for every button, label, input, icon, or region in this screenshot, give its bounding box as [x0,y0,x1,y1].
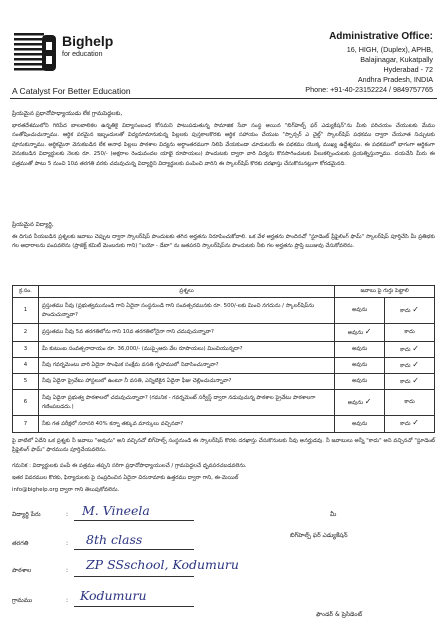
answer-yes: అవును [335,358,385,374]
school-line [74,576,194,577]
question-text: నీవు గవర్నమెంటు వారి ఏదైనా సాంఘిక సంక్షేమ వసతి గృహములో నివాసించున్నావా? [38,358,334,374]
answer-no: కాదు [385,390,435,416]
answer-no [385,358,435,374]
answer-no [385,374,435,390]
intro-paragraph: భారతదేశములోని గిరిపేద బాలబాలికల ఉన్నతికై విద్యాసంబంధ కోసమని పాటుపడుతున్న సామాజిక సేవా సంస్థ అయిన "బిగ్‌హెల్ప్ ఫర్ ఎడ్యుకేషన్"ను మీకు పరిచయం చేయుటకు మేము సంతోషించుచున్నాము. ఆర్థిక పరమైన ఇబ్బందులతో విద్యనూమానుకున్న పిల్లలకు పుస్తకాలకొరకు ఆర్థిక సహాయం చేయుట "స్పాన్సర్ ఎ చైల్డ్" స్కాలర్‌షిప్ పథకము ద్వారా చేయూత నిచ్చుటకు పూనుకున్నాము. ఆర్థికమైనా వెనుకబడిన లేక అనాధ పిల్లలు పాఠశాల విద్యను అర్ధాంతరముగా నిలిపి వేయకుండా చూడుటయే ఈ పథకము యొక్క ముఖ్య ఉద్దేశ్యము. ఈ పథకములో భాగంగా ఆర్థికంగా వెనుకబడిన విద్యార్థులకు నెలకు రూ. 250/- (అక్షరాల రెండువందల యాభై రూపాయలు) పొందుటకు ద్వారా వారి విద్యను కొనసాగించుటకు వీలుకల్పించుటకు ప్రయత్నిస్తున్నాము. దయచేసి మీరు ఈ పత్రముతో పాటు 5 నుంచి 10వ తరగతి వరకు చదువుచున్న విద్యార్థిని విద్యార్థులకు పంపించి వారిని ఈ స్కాలర్‌షిప్ కొరకు దరఖాస్తు చేసుకొనునట్లుగా కోరడమైనది. [12,123,435,167]
tick-mark-icon: ✓ [412,343,419,353]
student-name-value: M. Vineela [82,503,150,518]
table-row [13,416,435,433]
question-text: నీకు గత పరీక్షలో సరాసరి 40% కన్నా తక్కువ మార్కులు వచ్చినవా? [38,416,334,433]
class-value: 8th class [86,532,143,547]
tick-mark-icon: ✓ [412,375,419,385]
answer-no [385,416,435,433]
office-line: Andhra Pradesh, INDIA [357,75,433,84]
table-row [13,324,435,342]
row-number: 6 [13,390,39,416]
village-label: గ్రామము [12,597,33,604]
row-number: 1 [13,298,39,324]
answer-yes [335,324,385,342]
answer-yes: అవును [335,342,385,358]
office-phone: Phone: +91-40-23152224 / 9849757765 [305,85,433,94]
colon: : [66,597,69,604]
tick-mark-icon: ✓ [412,418,419,428]
col-header-serial: క్ర.సం. [13,286,39,298]
question-text: మీ కుటుంబ సంవత్సరాదాయం రూ. 36,000/- (ముప్పైఆరు వేల రూపాయలు) మించియున్నదా? [38,342,334,358]
table-row [13,342,435,358]
tick-mark-icon: ✓ [412,304,419,314]
eligibility-table [12,285,435,433]
answer-no-label: కాదు [400,378,411,385]
office-address [233,30,433,95]
answer-no-label: కాదు [400,362,411,369]
answer-yes: అవును [335,374,385,390]
brand-subtitle: for education [62,51,103,58]
class-line [74,549,194,550]
email-line: info@bighelp.org ద్వారా గాని తెలుపుకోవలెను. [12,487,120,493]
sign-title: ఫౌండర్ & ప్రెసిడెంట్ [316,611,363,618]
office-line: Hyderabad - 72 [383,65,433,74]
answer-yes [335,390,385,416]
answer-no-label: కాదు [400,307,411,314]
table-header-row [13,286,435,298]
tagline: A Catalyst For Better Education [12,86,131,96]
office-title: Administrative Office: [329,31,433,42]
row-number: 3 [13,342,39,358]
answer-no [385,342,435,358]
answer-no [385,298,435,324]
answer-no-label: కాదు [400,346,411,353]
table-row [13,358,435,374]
answer-yes-label: అవును [347,399,364,406]
row-number: 5 [13,374,39,390]
answer-yes: అవును [335,298,385,324]
village-line [74,606,194,607]
answer-yes-label: అవును [347,329,364,336]
col-header-answer: జవాబు పై గుర్తు పెట్టాలి [335,286,435,298]
class-label: తరగతి [12,540,29,547]
row-number: 4 [13,358,39,374]
student-name-label: విద్యార్థి పేరు [12,511,41,518]
bighelp-logo-icon [12,30,58,74]
school-value: ZP SSschool, Kodumuru [86,557,239,572]
col-header-questions: ప్రశ్నలు [38,286,334,298]
sign-organization: బిగ్‌హెల్ప్ ఫర్ ఎడ్యుకేషన్ [290,532,348,539]
table-row [13,390,435,416]
office-line: Balajinagar, Kukatpally [360,55,433,64]
question-text: నీవు ఏదైనా ప్రభుత్వ పాఠశాలలో చదువుచున్నావా? (గమనిక - గవర్నమెంట్ సర్వీస్డ్ ద్వారా నడుపుచున్న పాఠశాల ప్రైవేటు పాఠశాలగా గణింపబడదు.) [38,390,334,416]
question-text: ప్రస్తుతము నీవు 5వ తరగతిలోను గాని 10వ తరగతిలోనైనా గాని చదువుచున్నావా? [38,324,334,342]
row-number: 7 [13,416,39,433]
tick-mark-icon: ✓ [412,359,419,369]
tick-mark-icon: ✓ [364,326,372,336]
answer-yes: అవును [335,416,385,433]
answer-no: కాదు [385,324,435,342]
disqualify-paragraph: పై వాటిలో ఏదేని ఒక ప్రశ్నకు నీ జవాబు "అవును" అని వచ్చినచో బిగ్‌హెల్ప్ సంస్థనుండి ఈ స్కాలర్‌షిప్ కొరకు దరఖాస్తు చేసుకొనుటకు నీవు అనర్హుడవు. నీ జవాబులు అన్నీ "కాదు" అని వచ్చినచో "స్టూడెంట్ ప్రీఫైలింగ్ ఫామ్" ఫారమును పూర్తిచేయవలెను. [12,438,435,454]
salutation-student: ప్రియమైన విద్యార్థి, [12,222,54,228]
answer-no-label: కాదు [400,421,411,428]
header-divider [10,98,437,99]
question-text: నీవు ఏదైనా ప్రైవేటు హాస్టలులో ఉంటూ నీ వసతి, ఎన్నిటికైన ఏదైనా ఫీజు చెల్లించుచున్నావా? [38,374,334,390]
question-text: ప్రస్తుతము నీవు (ప్రభుత్వమునుండి గాని ఏదైనా సంస్థనుండి గాని సంవత్సరమునకు రూ. 500/-లకు మించి నగదును / స్కాలర్‌షిప్‌ను పొందుచున్నావా? [38,298,334,324]
brand-name: Bighelp [62,33,114,49]
table-row [13,374,435,390]
instruction-paragraph: ఈ దిగువ నీయబడిన ప్రశ్నలకు జవాబు చెప్పుట ద్వారా స్కాలర్‌షిప్ పొందుటకు తగిన అర్హతను నిరూపించుకోవాలి. ఒక వేళ అర్హతను పొందినచో "స్టూడెంట్ ప్రీఫైలింగ్ ఫామ్" స్కాలర్‌షిప్ పూర్తిచేసి మీ ప్రతిభకు గల ఆధారాలను పంపవలెను (ప్రాజెక్ట్ కమిటీ మెంబరుకు గాని) "బయో - డేటా" ను జతపరచి స్కాలర్‌షిప్‌ను పొందుటకు నీకు గల అర్హతను ప్రాప్తి ఋజువు చేసుకోవలెను. [12,234,435,250]
contact-paragraph: ఇతర వివరముల కొరకు, ఫిర్యాదులకు పై సంప్రదించిన ఏదైనా చిరునామాకు ఉత్తరము ద్వారా గాని, ఈ-మెయిల్ [12,475,239,481]
sign-prefix: మీ [330,511,337,518]
colon: : [66,567,69,574]
office-line: 16, HIGH, (Duplex), APHB, [346,45,433,54]
table-row [13,298,435,324]
salutation-headmaster: ప్రియమైన ప్రధానోపాధ్యాయుడు లేక గ్రామపెద్దలకు, [12,111,123,117]
student-name-line [74,520,194,521]
school-label: పాఠశాల [12,567,32,574]
colon: : [66,540,69,547]
colon: : [66,511,69,518]
note-paragraph: గమనిక : విద్యార్థులకు పంపే ఈ పత్రము తప్పని సరిగా ప్రధానోపాధ్యాయులచే / గ్రామపెద్దలచే ధృవపరచబడవలెను. [12,463,247,469]
village-value: Kodumuru [80,588,147,603]
tick-mark-icon: ✓ [364,396,372,406]
row-number: 2 [13,324,39,342]
